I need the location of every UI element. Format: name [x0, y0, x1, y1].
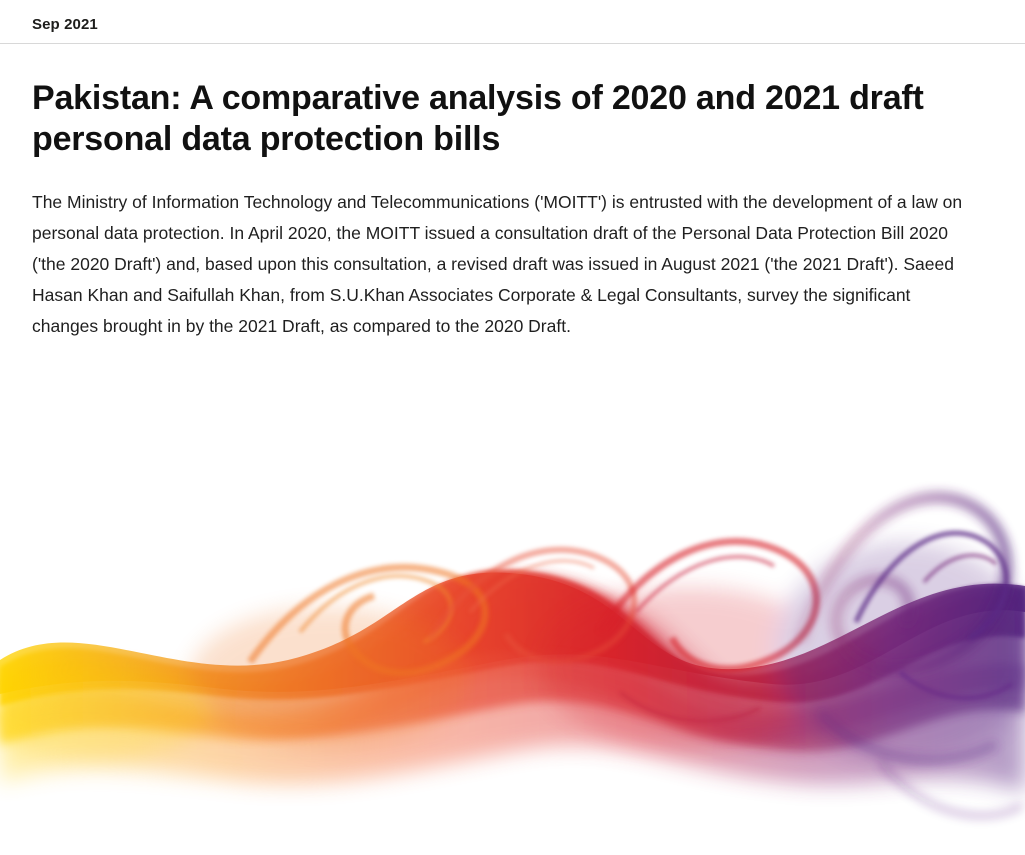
- article-content: [0, 78, 1025, 342]
- page-title: Pakistan: A comparative analysis of 2020 and 2021 draft personal data protection bills: [32, 79, 924, 159]
- smoke-illustration: [0, 462, 1025, 855]
- article-date: Sep 2021: [32, 16, 98, 33]
- hero-image: [0, 462, 1025, 855]
- header-divider: [0, 43, 1025, 44]
- article-standfirst: The Ministry of Information Technology and Telecommunications ('MOITT') is entrusted with the development of a law on personal data protection. In April 2020, the MOITT issued a consultation draft of the Personal Data Protection Bill 2020 ('the 2020 Draft') and, based upon this consultation, a revised draft was issued in August 2021 ('the 2021 Draft'). Saeed Hasan Khan and Saifullah Khan, from S.U.Khan Associates Corporate & Legal Consultants, survey the significant changes brought in by the 2021 Draft, as compared to the 2020 Draft.: [32, 191, 963, 336]
